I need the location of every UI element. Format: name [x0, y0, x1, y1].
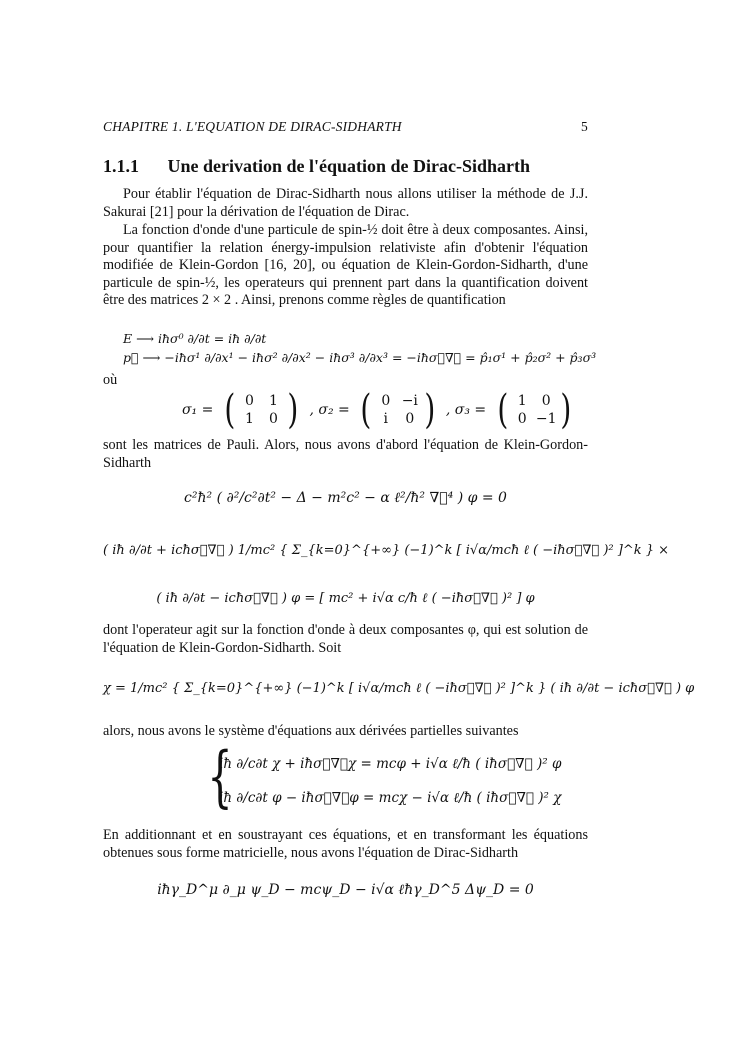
sigma1-label: σ₁ =	[182, 402, 214, 418]
equation-quantification-momentum: p⃗ ⟶ −iħσ¹ ∂/∂x¹ − iħσ² ∂/∂x² − iħσ³ ∂/∂x³ = −iħσ⃗∇⃗ = p̂₁σ¹ + p̂₂σ² + p̂₃σ³	[123, 350, 597, 365]
sigma1-matrix: ( 0 1 1 0 )	[224, 387, 299, 433]
equation-klein-gordon-sidharth: c²ħ² ( ∂²/c²∂t² − Δ − m²c² − α ℓ²/ħ² ∇⃗⁴ ) φ = 0	[184, 490, 507, 506]
sigma2-label: , σ₂ =	[309, 402, 350, 418]
equation-factored-line1: ( iħ ∂/∂t + icħσ⃗∇⃗ ) 1/mc² { Σ_{k=0}^{+∞} (−1)^k [ i√α/mcħ ℓ ( −iħσ⃗∇⃗ )² ]^k } ×	[103, 543, 670, 558]
equation-factored-line2: ( iħ ∂/∂t − icħσ⃗∇⃗ ) φ = [ mc² + i√α c/ħ ℓ ( −iħσ⃗∇⃗ )² ] φ	[156, 591, 535, 606]
equation-dirac-sidharth: iħγ_D^μ ∂_μ ψ_D − mcψ_D − i√α ℓħγ_D^5 Δψ_D = 0	[157, 882, 534, 898]
sigma2-matrix: ( 0 −i i 0 )	[360, 387, 436, 433]
paragraph-dirac-sidharth: En additionnant et en soustrayant ces équations, et en transformant les équations obtenues sous forme matricielle, nous avons l'équation de Dirac-Sidharth	[103, 827, 588, 861]
word-ou: où	[103, 372, 118, 388]
matrix-cell: 0	[381, 393, 391, 409]
matrix-cell: 1	[517, 393, 527, 409]
section-title: Une derivation de l'équation de Dirac-Sidharth	[167, 156, 531, 176]
matrix-cell: 0	[541, 393, 551, 409]
equation-chi: χ = 1/mc² { Σ_{k=0}^{+∞} (−1)^k [ i√α/mcħ ℓ ( −iħσ⃗∇⃗ )² ]^k } ( iħ ∂/∂t − icħσ⃗∇⃗ ) φ	[103, 681, 695, 696]
section-number: 1.1.1	[103, 156, 139, 176]
matrix-cell: 0	[405, 411, 415, 427]
matrix-cell: −i	[401, 393, 418, 409]
paragraph-system: alors, nous avons le système d'équations aux dérivées partielles suivantes	[103, 723, 519, 739]
matrix-cell: −1	[535, 411, 557, 427]
page-number: 5	[581, 119, 588, 134]
system-brace: {	[207, 738, 233, 815]
matrix-cell: 0	[517, 411, 527, 427]
paragraph-operator: dont l'operateur agit sur la fonction d'onde à deux composantes φ, qui est solution de l'équation de Klein-Gordon-Sidharth. Soit	[103, 622, 588, 656]
matrix-cell: 1	[244, 411, 254, 427]
matrix-cell: 0	[244, 393, 254, 409]
sigma3-label: , σ₃ =	[445, 402, 487, 418]
matrix-cell: i	[383, 411, 389, 427]
system-equation-1: iħ ∂/c∂t χ + iħσ⃗∇⃗χ = mcφ + i√α ℓ/ħ ( iħσ⃗∇⃗ )² φ	[219, 756, 562, 772]
section-heading	[103, 156, 588, 177]
system-equation-2: iħ ∂/c∂t φ − iħσ⃗∇⃗φ = mcχ − i√α ℓ/ħ ( iħσ⃗∇⃗ )² χ	[219, 790, 562, 806]
header-title: CHAPITRE 1. L'EQUATION DE DIRAC-SIDHARTH	[103, 119, 402, 134]
paragraph-spin: La fonction d'onde d'une particule de spin-½ doit être à deux composantes. Ainsi, pour quantifier la relation énergy-impulsion relativiste afin d'obtenir l'équation modifiée de Klein-Gordon [16, 20], ou équation de Klein-Gordon-Sidharth, d'une particule de spin-½, les operateurs qui prennent part dans la quantification doivent être des matrices 2 × 2 . Ainsi, prenons comme règles de quantification	[103, 222, 588, 309]
paragraph-intro: Pour établir l'équation de Dirac-Sidharth nous allons utiliser la méthode de J.J. Sakurai [21] pour la dérivation de l'équation de Dirac.	[103, 186, 588, 220]
paragraph-pauli: sont les matrices de Pauli. Alors, nous avons d'abord l'équation de Klein-Gordon-Sidharth	[103, 437, 588, 471]
sigma3-matrix: ( 1 0 0 −1 )	[496, 387, 572, 433]
running-header	[103, 119, 588, 137]
matrix-cell: 1	[268, 393, 278, 409]
page	[103, 0, 695, 1053]
equation-quantification-energy: E ⟶ iħσ⁰ ∂/∂t = iħ ∂/∂t	[123, 331, 267, 346]
matrix-cell: 0	[268, 411, 278, 427]
pauli-matrices	[178, 387, 574, 438]
